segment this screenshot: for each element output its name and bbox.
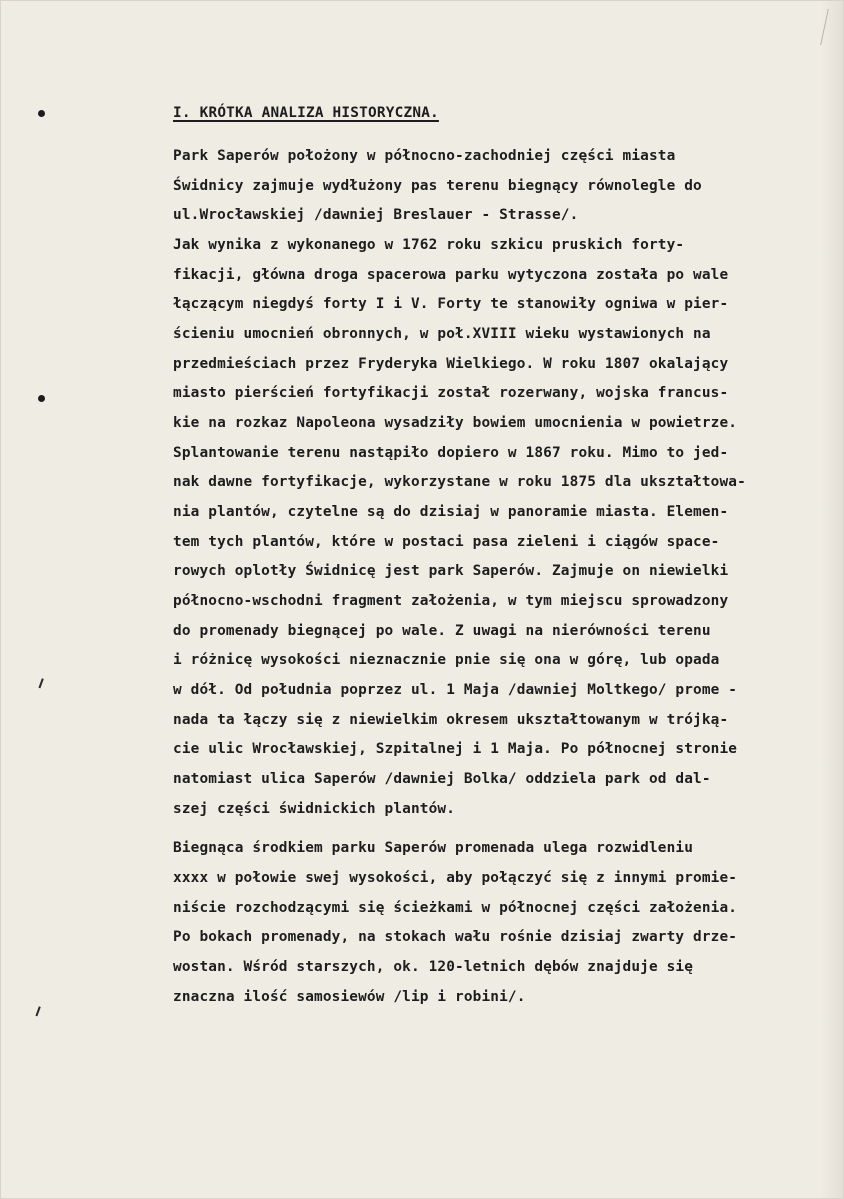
text-line: xxxx w połowie swej wysokości, aby połączyć się z innymi promie-	[173, 870, 738, 886]
text-line: Po bokach promenady, na stokach wału rośnie dzisiaj zwarty drze-	[173, 929, 738, 945]
text-line: rowych oplotły Świdnicę jest park Saperów. Zajmuje on niewielki	[173, 563, 729, 579]
text-line: nada ta łączy się z niewielkim okresem ukształtowanym w trójką-	[173, 712, 729, 728]
text-line: nia plantów, czytelne są do dzisiaj w panoramie miasta. Elemen-	[173, 504, 729, 520]
text-line: w dół. Od południa poprzez ul. 1 Maja /dawniej Moltkego/ prome -	[173, 682, 738, 698]
section-heading: I. KRÓTKA ANALIZA HISTORYCZNA.	[173, 105, 439, 121]
text-line: przedmieściach przez Fryderyka Wielkiego. W roku 1807 okalający	[173, 356, 729, 372]
typewritten-text	[1, 1, 844, 1199]
text-line: miasto pierścień fortyfikacji został rozerwany, wojska francus-	[173, 385, 729, 401]
text-line: Biegnąca środkiem parku Saperów promenada ulega rozwidleniu	[173, 840, 694, 856]
text-line: wostan. Wśród starszych, ok. 120-letnich dębów znajduje się	[173, 959, 694, 975]
text-line: nak dawne fortyfikacje, wykorzystane w roku 1875 dla ukształtowa-	[173, 474, 746, 490]
text-line: fikacji, główna droga spacerowa parku wytyczona została po wale	[173, 267, 729, 283]
text-line: północno-wschodni fragment założenia, w tym miejscu sprowadzony	[173, 593, 729, 609]
text-line: i różnicę wysokości nieznacznie pnie się ona w górę, lub opada	[173, 652, 720, 668]
text-line: kie na rozkaz Napoleona wysadziły bowiem umocnienia w powietrze.	[173, 415, 738, 431]
text-line: Jak wynika z wykonanego w 1762 roku szkicu pruskich forty-	[173, 237, 685, 253]
text-line: Splantowanie terenu nastąpiło dopiero w 1867 roku. Mimo to jed-	[173, 445, 729, 461]
text-line: do promenady biegnącej po wale. Z uwagi na nierówności terenu	[173, 623, 711, 639]
text-line: szej części świdnickich plantów.	[173, 801, 456, 817]
text-line: cie ulic Wrocławskiej, Szpitalnej i 1 Maja. Po północnej stronie	[173, 741, 738, 757]
text-line: ul.Wrocławskiej /dawniej Breslauer - Strasse/.	[173, 207, 579, 223]
text-line: natomiast ulica Saperów /dawniej Bolka/ oddziela park od dal-	[173, 771, 711, 787]
text-line: tem tych plantów, które w postaci pasa zieleni i ciągów space-	[173, 534, 720, 550]
text-line: łączącym niegdyś forty I i V. Forty te stanowiły ogniwa w pier-	[173, 296, 729, 312]
text-line: Świdnicy zajmuje wydłużony pas terenu biegnący równolegle do	[173, 178, 702, 194]
text-line: znaczna ilość samosiewów /lip i robini/.	[173, 989, 526, 1005]
text-line: niście rozchodzącymi się ścieżkami w północnej części założenia.	[173, 900, 738, 916]
text-line: Park Saperów położony w północno-zachodniej części miasta	[173, 148, 676, 164]
text-line: ścieniu umocnień obronnych, w poł.XVIII wieku wystawionych na	[173, 326, 711, 342]
